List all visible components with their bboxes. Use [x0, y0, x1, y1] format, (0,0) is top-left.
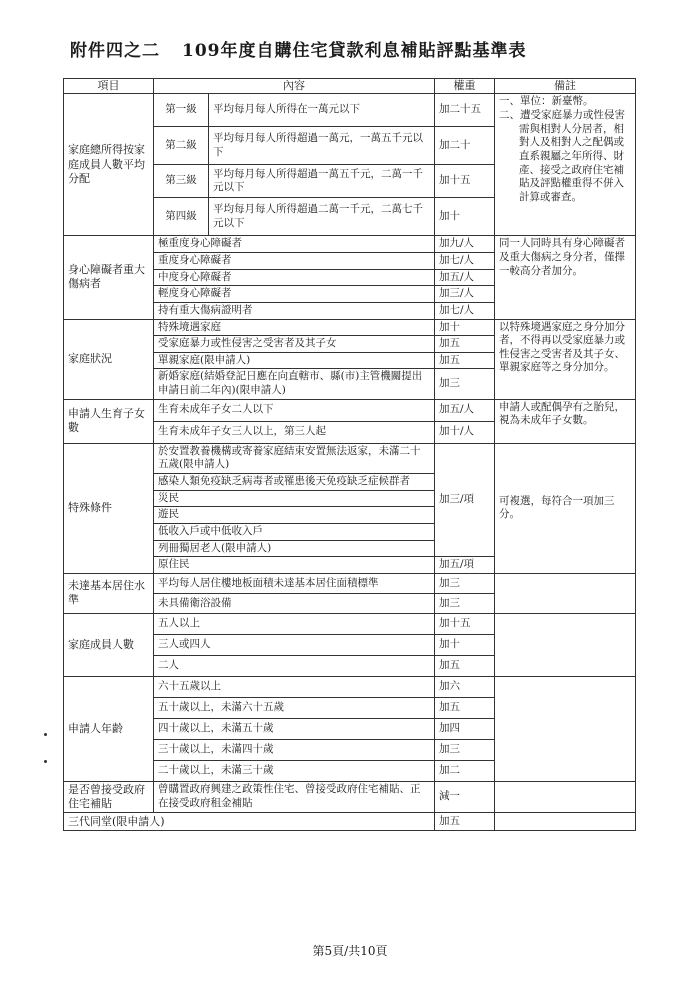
- page-title: [70, 36, 670, 61]
- category-housing: 未達基本居住水準: [64, 573, 154, 613]
- scoring-table: [63, 78, 636, 831]
- weight-cell: 減一: [435, 781, 495, 813]
- weight-cell: 加五: [435, 813, 495, 831]
- weight-cell: 加三/項: [435, 443, 495, 556]
- title-text: 109年度自購住宅貸款利息補貼評點基準表: [182, 41, 527, 61]
- remarks-age: [495, 676, 636, 781]
- weight-cell: 加十: [435, 198, 495, 236]
- weight-cell: 加三: [435, 593, 495, 613]
- content-cell: 單親家庭(限申請人): [154, 352, 435, 369]
- content-cell: 低收入戶或中低收入戶: [154, 523, 435, 540]
- weight-cell: 加九/人: [435, 236, 495, 253]
- content-cell: 平均每人居住樓地板面積未達基本居住面積標準: [154, 573, 435, 593]
- remarks-income: [495, 94, 636, 236]
- content-cell: 特殊境遇家庭: [154, 319, 435, 336]
- weight-cell: 加十/人: [435, 421, 495, 443]
- weight-cell: 加二十五: [435, 94, 495, 127]
- content-cell: 四十歲以上，未滿五十歲: [154, 718, 435, 739]
- remarks-disability: 同一人同時具有身心障礙者及重大傷病之身分者，僅擇一較高分者加分。: [495, 236, 636, 319]
- level-label: 第一級: [154, 94, 209, 127]
- category-income: 家庭總所得按家庭成員人數平均分配: [64, 94, 154, 236]
- weight-cell: 加五: [435, 352, 495, 369]
- table-row: [64, 399, 636, 421]
- table-row: [64, 676, 636, 697]
- weight-cell: 加三: [435, 739, 495, 760]
- weight-cell: 加十: [435, 634, 495, 655]
- content-cell: 極重度身心障礙者: [154, 236, 435, 253]
- remarks-threegen: [495, 813, 636, 831]
- weight-cell: 加七/人: [435, 302, 495, 319]
- attachment-label: 附件四之二: [70, 41, 160, 61]
- content-cell: 未具備衛浴設備: [154, 593, 435, 613]
- content-cell: 曾購置政府興建之政策性住宅、曾接受政府住宅補貼、正在接受政府租金補貼: [154, 781, 435, 813]
- header-remarks: 備註: [495, 79, 636, 94]
- header-content: 內容: [154, 79, 435, 94]
- remarks-members: [495, 613, 636, 676]
- weight-cell: 加十五: [435, 613, 495, 634]
- content-cell: 重度身心障礙者: [154, 252, 435, 269]
- level-label: 第二級: [154, 127, 209, 165]
- note-item: 二、遭受家庭暴力或性侵害需與相對人分居者，相對人及相對人之配偶或直系親屬之年所得、財產、接受之政府住宅補貼及評點權重得不併入計算或審查。: [499, 108, 625, 203]
- content-cell: 平均每月每人所得超過一萬元，一萬五千元以下: [209, 127, 435, 165]
- category-family: 家庭狀況: [64, 319, 154, 399]
- header-item: 項目: [64, 79, 154, 94]
- content-cell: 受家庭暴力或性侵害之受害者及其子女: [154, 336, 435, 353]
- weight-cell: 加四: [435, 718, 495, 739]
- content-cell: 中度身心障礙者: [154, 269, 435, 286]
- weight-cell: 加五: [435, 655, 495, 676]
- table-row: [64, 319, 636, 336]
- table-row: [64, 236, 636, 253]
- remarks-special: 可複選，每符合一項加三分。: [495, 443, 636, 573]
- content-cell: 新婚家庭(結婚登記日應在向直轄市、縣(市)主管機關提出申請日前二年內)(限申請人): [154, 369, 435, 399]
- content-cell: 感染人類免疫缺乏病毒者或罹患後天免疫缺乏症候群者: [154, 473, 435, 490]
- page-number: 第5頁/共10頁: [312, 944, 388, 958]
- weight-cell: 加三: [435, 573, 495, 593]
- table-row: [64, 813, 636, 831]
- weight-cell: 加五/人: [435, 269, 495, 286]
- content-cell: 六十五歲以上: [154, 676, 435, 697]
- category-disability: 身心障礙者重大傷病者: [64, 236, 154, 319]
- content-cell: 原住民: [154, 557, 435, 574]
- weight-cell: 加五/人: [435, 399, 495, 421]
- table-header-row: [64, 79, 636, 94]
- table-row: [64, 94, 636, 127]
- weight-cell: 加五/項: [435, 557, 495, 574]
- note-item: 一、單位：新臺幣。: [499, 95, 594, 108]
- category-threegen: 三代同堂(限申請人): [64, 813, 435, 831]
- category-age: 申請人年齡: [64, 676, 154, 781]
- remarks-children: 申請人或配偶孕有之胎兒，視為未成年子女數。: [495, 399, 636, 443]
- category-special: 特殊條件: [64, 443, 154, 573]
- content-cell: 列冊獨居老人(限申請人): [154, 540, 435, 557]
- content-cell: 二十歲以上，未滿三十歲: [154, 760, 435, 781]
- content-cell: 於安置教養機構或寄養家庭結束安置無法返家，未滿二十五歲(限申請人): [154, 443, 435, 473]
- margin-mark: [44, 733, 47, 736]
- content-cell: 五十歲以上，未滿六十五歲: [154, 697, 435, 718]
- weight-cell: 加三: [435, 369, 495, 399]
- category-gov: 是否曾接受政府住宅補貼: [64, 781, 154, 813]
- content-cell: 五人以上: [154, 613, 435, 634]
- content-cell: 生育未成年子女三人以上，第三人起: [154, 421, 435, 443]
- level-label: 第四級: [154, 198, 209, 236]
- content-cell: 遊民: [154, 507, 435, 524]
- content-cell: 平均每月每人所得超過二萬一千元，二萬七千元以下: [209, 198, 435, 236]
- weight-cell: 加五: [435, 336, 495, 353]
- content-cell: 三十歲以上，未滿四十歲: [154, 739, 435, 760]
- content-cell: 平均每月每人所得超過一萬五千元，二萬一千元以下: [209, 165, 435, 198]
- margin-mark: [44, 760, 47, 763]
- weight-cell: 加六: [435, 676, 495, 697]
- content-cell: 生育未成年子女二人以下: [154, 399, 435, 421]
- content-cell: 三人或四人: [154, 634, 435, 655]
- weight-cell: 加二: [435, 760, 495, 781]
- content-cell: 平均每月每人所得在一萬元以下: [209, 94, 435, 127]
- table-row: [64, 613, 636, 634]
- weight-cell: 加二十: [435, 127, 495, 165]
- remarks-housing: [495, 573, 636, 613]
- weight-cell: 加七/人: [435, 252, 495, 269]
- weight-cell: 加三/人: [435, 286, 495, 303]
- table-row: [64, 443, 636, 473]
- header-weight: 權重: [435, 79, 495, 94]
- weight-cell: 加十五: [435, 165, 495, 198]
- content-cell: 災民: [154, 490, 435, 507]
- remarks-gov: [495, 781, 636, 813]
- table-row: [64, 573, 636, 593]
- category-children: 申請人生育子女數: [64, 399, 154, 443]
- weight-cell: 加五: [435, 697, 495, 718]
- content-cell: 二人: [154, 655, 435, 676]
- remarks-family: 以特殊境遇家庭之身分加分者，不得再以受家庭暴力或性侵害之受害者及其子女、單親家庭等之身分加分。: [495, 319, 636, 399]
- table-row: [64, 781, 636, 813]
- category-members: 家庭成員人數: [64, 613, 154, 676]
- content-cell: 輕度身心障礙者: [154, 286, 435, 303]
- level-label: 第三級: [154, 165, 209, 198]
- content-cell: 持有重大傷病證明者: [154, 302, 435, 319]
- weight-cell: 加十: [435, 319, 495, 336]
